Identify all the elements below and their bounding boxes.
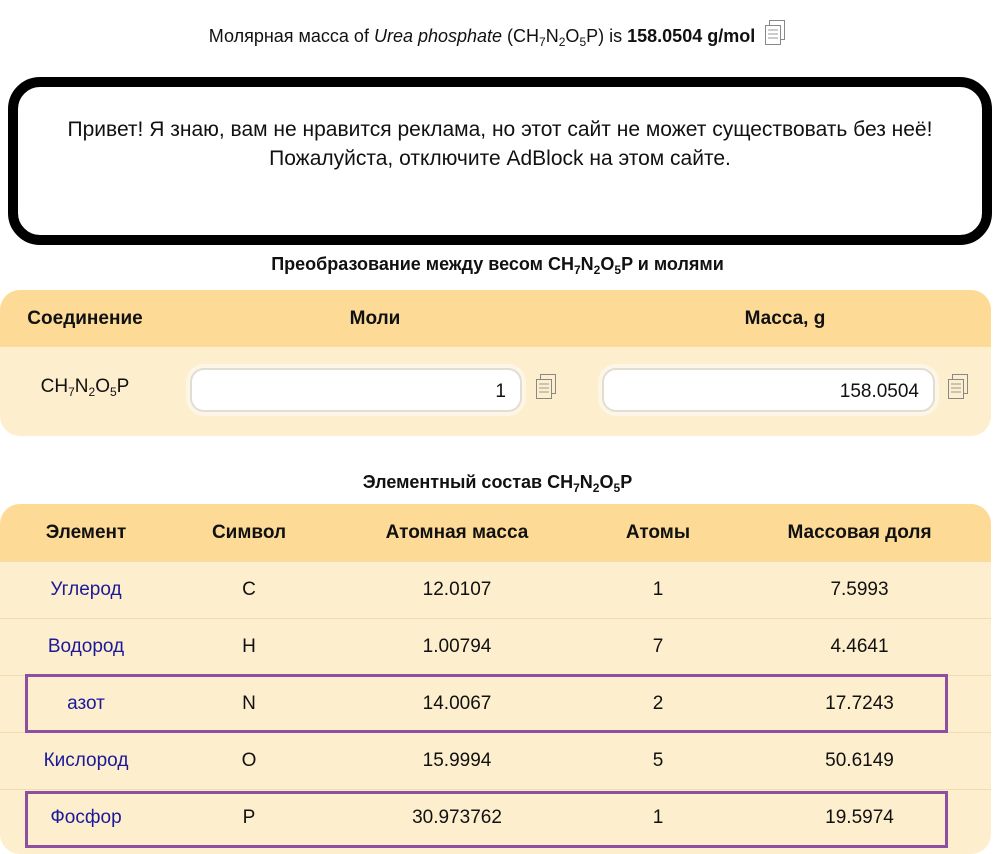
- compound-name: Urea phosphate: [373, 26, 503, 46]
- col-compound-header: Соединение: [27, 308, 143, 329]
- col-mass-header: Масса, g: [744, 308, 826, 329]
- atomic-mass: 14.0067: [422, 693, 492, 714]
- formula-open: (CH: [502, 26, 540, 46]
- formula-part: P: [621, 254, 633, 274]
- converter-title-suffix: и молями: [632, 254, 724, 274]
- formula-sub: 7: [539, 35, 546, 49]
- atom-count: 2: [652, 693, 664, 714]
- composition-header-row: [0, 504, 991, 561]
- col-atoms-header: Атомы: [625, 522, 691, 543]
- copy-icon[interactable]: [535, 374, 557, 405]
- element-link[interactable]: Углерод: [50, 579, 122, 600]
- converter-table: [0, 290, 991, 436]
- col-atomic-mass-header: Атомная масса: [385, 522, 529, 543]
- formula-part: P: [586, 26, 599, 46]
- formula-part: N: [579, 472, 593, 492]
- formula-sub: 5: [614, 263, 622, 277]
- formula-part: O: [599, 472, 614, 492]
- heading-prefix: Молярная масса of: [208, 26, 374, 46]
- mass-fraction: 7.5993: [830, 579, 889, 600]
- converter-title-prefix: Преобразование между весом CH: [271, 254, 574, 274]
- atomic-mass: 12.0107: [422, 579, 492, 600]
- formula-part: N: [74, 376, 89, 397]
- composition-title-prefix: Элементный состав CH: [362, 472, 574, 492]
- mass-fraction: 17.7243: [825, 693, 894, 714]
- col-moles-header: Моли: [349, 308, 401, 329]
- formula-part: N: [545, 26, 559, 46]
- copy-icon[interactable]: [947, 374, 969, 405]
- element-link[interactable]: Кислород: [43, 750, 129, 771]
- element-link[interactable]: азот: [67, 693, 105, 714]
- composition-title: [0, 472, 995, 493]
- col-mass-fraction-header: Массовая доля: [787, 522, 932, 543]
- highlight-box: [25, 674, 948, 733]
- atom-count: 5: [652, 750, 664, 771]
- formula-sub: 2: [558, 35, 566, 49]
- mass-fraction: 4.4641: [830, 636, 889, 657]
- element-link[interactable]: Водород: [47, 636, 125, 657]
- table-row: [0, 561, 991, 619]
- col-symbol-header: Символ: [211, 522, 287, 543]
- formula-part: CH: [40, 376, 69, 397]
- formula-close: ) is: [598, 26, 628, 46]
- atomic-mass: 30.973762: [412, 807, 502, 828]
- formula-sub: 7: [573, 481, 580, 495]
- formula-part: O: [600, 254, 615, 274]
- highlight-box: [25, 791, 948, 848]
- formula-sub: 5: [579, 35, 587, 49]
- element-symbol: P: [242, 807, 256, 828]
- atomic-mass: 15.9994: [422, 750, 492, 771]
- formula-part: N: [580, 254, 594, 274]
- molar-mass-heading: [0, 20, 995, 51]
- moles-input[interactable]: 1: [190, 368, 522, 412]
- atom-count: 1: [652, 807, 664, 828]
- atomic-mass: 1.00794: [422, 636, 492, 657]
- col-element-header: Элемент: [45, 522, 127, 543]
- converter-title: [0, 254, 995, 275]
- table-row: [0, 732, 991, 790]
- formula-sub: 5: [613, 481, 621, 495]
- atom-count: 7: [652, 636, 664, 657]
- atom-count: 1: [652, 579, 664, 600]
- element-symbol: C: [242, 579, 256, 600]
- converter-compound-formula: [0, 376, 170, 398]
- copy-icon[interactable]: [764, 20, 786, 51]
- mass-fraction: 50.6149: [825, 750, 894, 771]
- element-symbol: O: [241, 750, 257, 771]
- formula-sub: 2: [88, 385, 96, 399]
- converter-header-row: [0, 290, 991, 347]
- table-row: [0, 618, 991, 676]
- mass-fraction: 19.5974: [825, 807, 894, 828]
- formula-sub: 7: [573, 263, 581, 277]
- formula-sub: 2: [592, 481, 600, 495]
- formula-sub: 2: [593, 263, 601, 277]
- adblock-request: Пожалуйста, отключите AdBlock на этом сайте.: [269, 147, 731, 170]
- formula-sub: 5: [109, 385, 117, 399]
- element-symbol: N: [242, 693, 256, 714]
- mass-input[interactable]: 158.0504: [602, 368, 935, 412]
- formula-sub: 7: [68, 385, 75, 399]
- adblock-message: Привет! Я знаю, вам не нравится реклама, но этот сайт не может существовать без неё!: [67, 118, 933, 141]
- formula-part: O: [95, 376, 110, 397]
- adblock-notice: [8, 77, 992, 245]
- molar-mass-value: 158.0504 g/mol: [627, 26, 756, 46]
- element-symbol: H: [242, 636, 256, 657]
- formula-part: O: [565, 26, 580, 46]
- formula-part: P: [116, 376, 130, 397]
- formula-part: P: [620, 472, 633, 492]
- element-link[interactable]: Фосфор: [50, 807, 122, 828]
